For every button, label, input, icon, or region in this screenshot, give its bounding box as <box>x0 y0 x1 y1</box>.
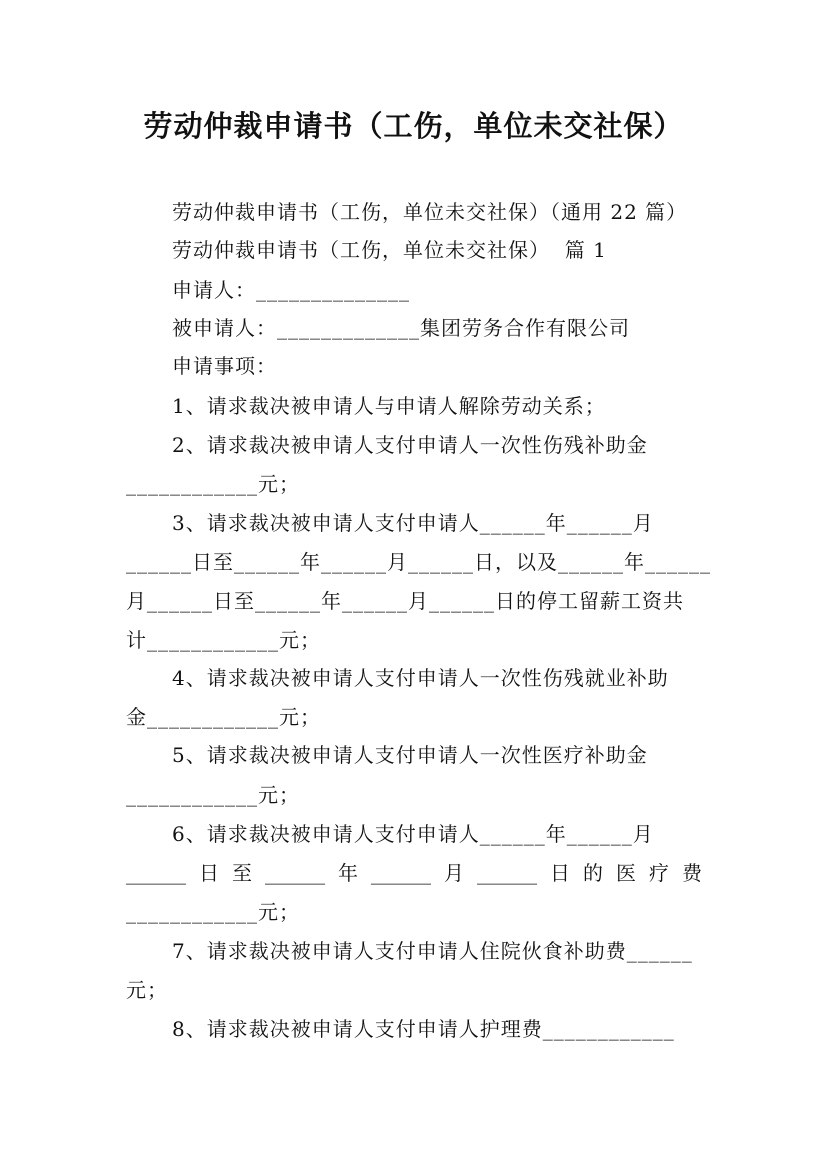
item-3-line-1: 3、请求裁决被申请人支付申请人______年______月 <box>172 511 654 535</box>
item-1: 1、请求裁决被申请人与申请人解除劳动关系； <box>172 394 606 418</box>
item-7-line-2: 元； <box>126 978 168 1002</box>
item-3-line-2: ______日至______年______月______日，以及______年______ <box>126 550 711 574</box>
item-5-line-1: 5、请求裁决被申请人支付申请人一次性医疗补助金 <box>172 743 648 767</box>
applicant-line: 申请人：______________ <box>172 278 410 302</box>
item-6-part: ______ <box>371 861 431 885</box>
items-heading: 申请事项： <box>172 354 277 378</box>
item-6-part: 至 <box>232 861 252 885</box>
item-6-part: 医 <box>616 861 636 885</box>
item-6-line-1: 6、请求裁决被申请人支付申请人______年______月 <box>172 822 654 846</box>
document-title: 劳动仲裁申请书（工伤，单位未交社保） <box>143 109 684 143</box>
item-6-part: 日 <box>550 861 570 885</box>
item-3-line-3: 月______日至______年______月______日的停工留薪工资共 <box>126 589 684 613</box>
item-4-line-1: 4、请求裁决被申请人支付申请人一次性伤残就业补助 <box>172 666 669 690</box>
intro-line: 劳动仲裁申请书（工伤，单位未交社保）（通用 22 篇） <box>172 200 688 224</box>
item-3-line-4: 计____________元； <box>126 628 321 652</box>
item-5-line-2: ____________元； <box>126 783 300 807</box>
item-6-part: ______ <box>477 861 537 885</box>
item-6-line-2 <box>126 859 702 887</box>
item-6-part: 日 <box>199 861 219 885</box>
item-6-part: ______ <box>265 861 325 885</box>
respondent-line: 被申请人：_____________集团劳务合作有限公司 <box>172 316 630 340</box>
item-6-part: 年 <box>338 861 358 885</box>
item-6-part: 疗 <box>649 861 669 885</box>
item-6-line-3: ____________元； <box>126 900 300 924</box>
item-4-line-2: 金____________元； <box>126 705 321 729</box>
item-6-part: 月 <box>444 861 464 885</box>
item-6-part: 费 <box>682 861 702 885</box>
item-2-line-1: 2、请求裁决被申请人支付申请人一次性伤残补助金 <box>172 433 648 457</box>
item-7-line-1: 7、请求裁决被申请人支付申请人住院伙食补助费______ <box>172 939 693 963</box>
item-6-part: 的 <box>583 861 603 885</box>
part-heading: 劳动仲裁申请书（工伤，单位未交社保） 篇 1 <box>172 238 607 262</box>
item-6-part: ______ <box>126 861 186 885</box>
item-2-line-2: ____________元； <box>126 472 300 496</box>
item-8-line-1: 8、请求裁决被申请人支付申请人护理费____________ <box>172 1017 675 1041</box>
